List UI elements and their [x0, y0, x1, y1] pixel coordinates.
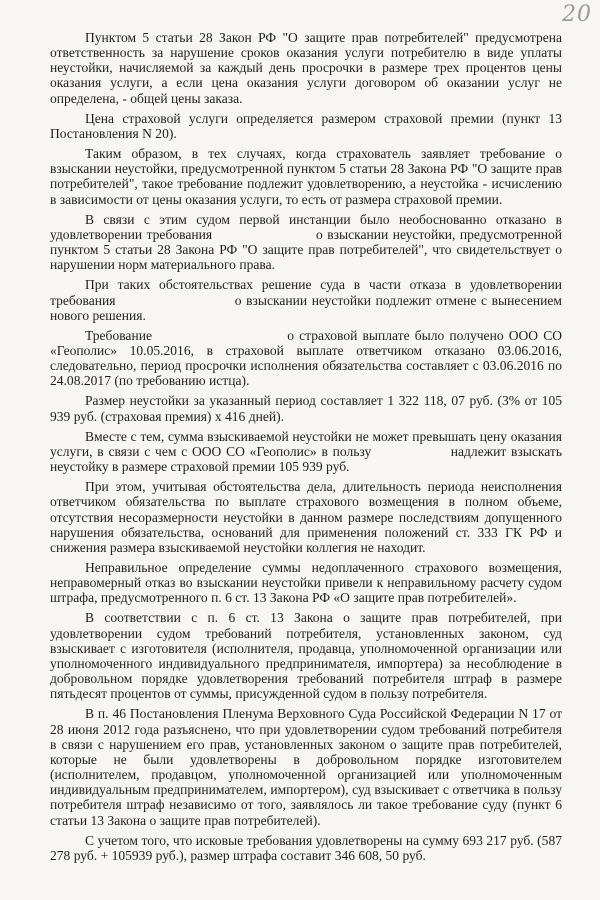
paragraph-text: Таким образом, в тех случаях, когда страхователь заявляет требование о взыскании неустойки, предусмотренной пунктом 5 статьи 28 Закона РФ "О защите прав потребителей", такое требование подлежит удовлетворению, а неустойка - исчислению в зависимости от цены оказания услуги, то есть от размера страховой премии.: [50, 146, 562, 207]
paragraph-p11: [50, 610, 562, 701]
redacted-name: [120, 297, 230, 305]
paragraph-text: Требование: [85, 327, 158, 343]
paragraph-text: о взыскании неустойки подлежит отмене с вынесением нового решения.: [50, 292, 562, 323]
paragraph-p3: [50, 146, 562, 207]
paragraph-text: о страховой выплате было получено ООО СО «Геополис» 10.05.2016, в страховой выплате ответчиком отказано 03.06.2016, следовательно, период просрочки исполнения обязательства составляет с 03.06.2016 по 24.08.2017 (по требованию истца).: [50, 327, 563, 389]
paragraph-text: Размер неустойки за указанный период составляет 1 322 118, 07 руб. (3% от 105 939 руб. (страховая премия) х 416 дней).: [50, 393, 562, 424]
paragraph-p9: [50, 479, 562, 555]
paragraph-p8: [50, 429, 562, 474]
paragraph-p2: [50, 111, 562, 141]
paragraph-text: Вместе с тем, сумма взыскиваемой неустойки не может превышать цену оказания услуги, в связи с чем с ООО СО «Геополис» в пользу: [50, 428, 562, 459]
redacted-name: [157, 332, 282, 340]
paragraph-text: В соответствии с п. 6 ст. 13 Закона о защите прав потребителей, при удовлетворении судом требований потребителя, установленных законом, суд взыскивает с изготовителя (исполнителя, продавца, уполномоченной организации или уполномоченного индивидуального предпринимателя, импортера) за несоблюдение в добровольном порядке удовлетворения требований потребителя штраф в размере пятьдесят процентов от суммы, присужденной судом в пользу потребителя.: [50, 610, 562, 702]
paragraph-text: С учетом того, что исковые требования удовлетворены на сумму 693 217 руб. (587 278 руб. + 105939 руб.), размер штрафа составит 346 608, 50 руб.: [50, 832, 562, 863]
paragraph-p1: [50, 30, 562, 106]
paragraph-p4: [50, 212, 562, 273]
handwritten-page-number: 20: [562, 2, 592, 27]
redacted-name: [376, 448, 446, 456]
paragraph-text: Неправильное определение суммы недоплаченного страхового возмещения, неправомерный отказ во взыскании неустойки привели к неправильному расчету судом штрафа, предусмотренного п. 6 ст. 13 Закона РФ «О защите прав потребителей».: [50, 560, 562, 606]
paragraph-p12: [50, 706, 562, 827]
paragraph-text: о взыскании неустойки, предусмотренной пунктом 5 статьи 28 Закона РФ "О защите прав потребителей", что свидетельствует о нарушении норм материального права.: [50, 226, 562, 273]
document-body: [50, 30, 562, 868]
paragraph-text: Цена страховой услуги определяется размером страховой премии (пункт 13 Постановления N 20).: [50, 110, 562, 141]
paragraph-p6: [50, 328, 562, 389]
paragraph-p10: [50, 560, 562, 605]
paragraph-text: В связи с этим судом первой инстанции было необоснованно отказано в удовлетворении требования: [50, 211, 562, 242]
redacted-name: [217, 231, 312, 239]
paragraph-text: При таких обстоятельствах решение суда в части отказа в удовлетворении требования: [50, 277, 562, 308]
paragraph-p7: [50, 393, 562, 423]
paragraph-text: Пунктом 5 статьи 28 Закон РФ "О защите прав потребителей" предусмотрена ответственность за нарушение сроков оказания услуги потребителю в виде уплаты неустойки, начисляемой за каждый день просрочки в размере трех процентов цены оказания услуги, а если цена оказания услуги договором об оказании услуг не определена, - общей цены заказа.: [50, 30, 562, 106]
paragraph-text: надлежит взыскать неустойку в размере страховой премии 105 939 руб.: [50, 443, 563, 475]
paragraph-text: В п. 46 Постановления Пленума Верховного Суда Российской Федерации N 17 от 28 июня 2012 года разъяснено, что при удовлетворении судом требований потребителя в связи с нарушением его прав, установленных законом о защите прав потребителей, которые не были удовлетворены в добровольном порядке изготовителем (исполнителем, продавцом, уполномоченной организацией или уполномоченным индивидуальным предпринимателем, импортером), суд взыскивает с ответчика в пользу потребителя штраф независимо от того, заявлялось ли такое требование суду (пункт 6 статьи 13 Закона о защите прав потребителей).: [50, 706, 562, 828]
paragraph-p5: [50, 277, 562, 322]
paragraph-text: При этом, учитывая обстоятельства дела, длительность периода неисполнения ответчиком обязательства по выплате страхового возмещения в полном объеме, отсутствия несоразмерности неустойки в данном размере последствиям допущенного нарушения обязательства, оснований для применения положений ст. 333 ГК РФ и снижения размера взыскиваемой неустойки коллегия не находит.: [50, 479, 562, 555]
paragraph-p13: [50, 833, 562, 863]
